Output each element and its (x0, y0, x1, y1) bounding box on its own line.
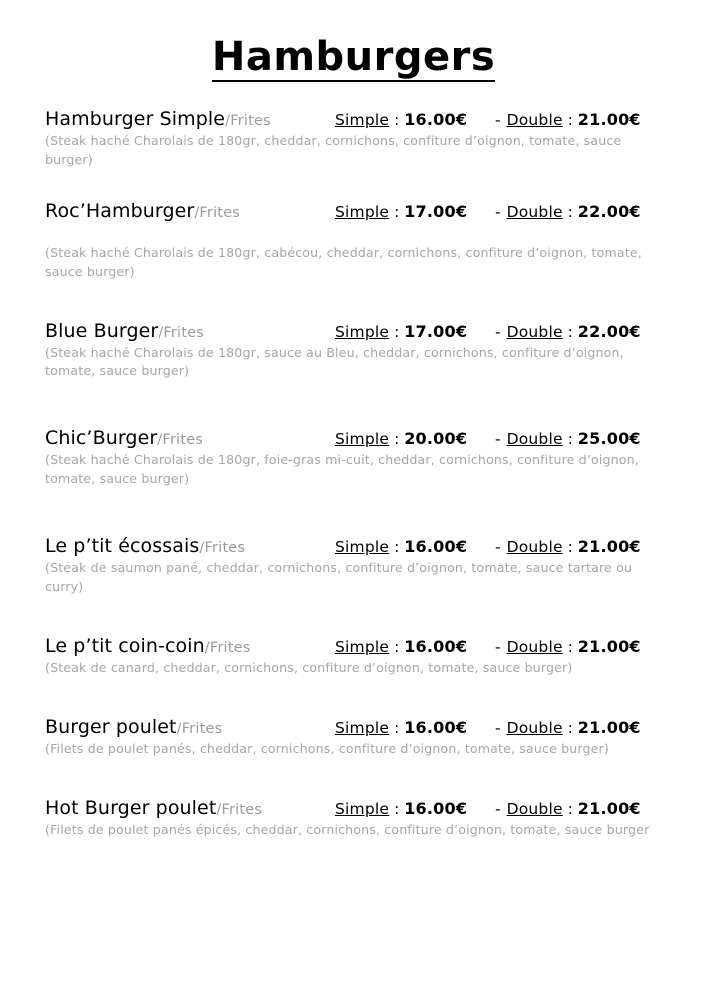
price-double-label: Double (506, 637, 563, 656)
price-double-label: Double (506, 322, 563, 341)
price-simple-label: Simple (335, 637, 390, 656)
price-simple-value: 17.00€ (404, 201, 468, 221)
price-double (495, 718, 641, 737)
page-title: Hamburgers (211, 34, 496, 80)
price-dash: - (495, 111, 501, 129)
menu-item-description: (Steak de canard, cheddar, cornichons, confiture d’oignon, tomate, sauce burger) (45, 659, 573, 675)
price-dash: - (495, 538, 501, 557)
price-double (495, 110, 641, 129)
menu-item-side: /Frites (204, 639, 251, 656)
menu-item-side: /Frites (158, 324, 205, 341)
price-simple (335, 537, 495, 556)
menu-item-side: /Frites (216, 801, 263, 818)
menu-item-description: (Filets de poulet panés épicés, cheddar, cornichons, confiture d’oignon, tomate, sauce burger (45, 821, 650, 837)
menu-item-name-cell (45, 535, 335, 557)
price-separator: : (389, 799, 405, 818)
price-simple-label: Simple (335, 202, 390, 221)
price-separator: : (562, 637, 578, 656)
price-separator: : (389, 718, 405, 737)
price-double-value: 21.00€ (577, 717, 641, 737)
menu-item-description: (Steak de saumon pané, cheddar, cornichons, confiture d’oignon, tomate, sauce tartare ou curry) (45, 560, 633, 595)
menu-item-header (45, 797, 662, 819)
price-simple-value: 16.00€ (404, 636, 468, 656)
price-double (495, 322, 641, 341)
price-simple-value: 16.00€ (404, 798, 468, 818)
menu-item (45, 635, 662, 678)
menu-item (45, 716, 662, 759)
price-simple (335, 322, 495, 341)
price-double-value: 21.00€ (577, 798, 641, 818)
price-simple-label: Simple (335, 111, 390, 129)
price-simple-value: 17.00€ (404, 321, 468, 341)
price-double-label: Double (506, 718, 563, 737)
menu-item (45, 200, 662, 282)
price-simple-value: 16.00€ (404, 717, 468, 737)
menu-item-header (45, 635, 662, 657)
menu-item-description: (Filets de poulet panés, cheddar, cornichons, confiture d’oignon, tomate, sauce burger) (45, 740, 609, 756)
price-simple-value: 16.00€ (404, 110, 468, 129)
price-separator: : (389, 637, 405, 656)
price-simple-label: Simple (335, 430, 390, 449)
menu-item-name: Le p’tit coin-coin (45, 634, 205, 657)
price-dash: - (495, 202, 501, 221)
menu-item-name: Roc’Hamburger (45, 199, 195, 222)
price-simple-label: Simple (335, 718, 390, 737)
price-simple-value: 20.00€ (404, 429, 468, 449)
price-simple-value: 16.00€ (404, 537, 468, 557)
price-double-label: Double (506, 799, 563, 818)
price-double-value: 22.00€ (577, 321, 641, 341)
price-double-label: Double (506, 111, 563, 129)
menu-item-side: /Frites (225, 113, 271, 129)
menu-item-name: Hot Burger poulet (45, 796, 217, 819)
menu-item-name-cell (45, 108, 335, 130)
menu-item-header (45, 200, 662, 222)
price-double-value: 22.00€ (577, 201, 641, 221)
price-dash: - (495, 322, 501, 341)
menu-item-name-cell (45, 716, 335, 738)
price-simple-label: Simple (335, 799, 390, 818)
price-double-label: Double (506, 538, 563, 557)
page-title-container (45, 0, 662, 108)
menu-item-description: (Steak haché Charolais de 180gr, foie-gras mi-cuit, cheddar, cornichons, confiture d’oignon, tomate, sauce burger) (45, 452, 639, 487)
price-double (495, 637, 641, 656)
price-separator: : (389, 538, 405, 557)
menu-item-description: (Steak haché Charolais de 180gr, cabécou, cheddar, cornichons, confiture d’oignon, tomate, sauce burger) (45, 244, 642, 279)
price-simple (335, 637, 495, 656)
price-separator: : (562, 538, 578, 557)
menu-item-name-cell (45, 635, 335, 657)
price-dash: - (495, 799, 501, 818)
menu-item-name: Burger poulet (45, 715, 177, 738)
price-dash: - (495, 637, 501, 656)
price-double (495, 799, 641, 818)
menu-item-name: Hamburger Simple (45, 108, 226, 130)
menu-item-name: Le p’tit écossais (45, 535, 200, 558)
price-dash: - (495, 430, 501, 449)
menu-item-header (45, 108, 662, 130)
price-separator: : (562, 322, 578, 341)
price-double (495, 537, 641, 556)
menu-item (45, 797, 662, 840)
price-double-label: Double (506, 202, 563, 221)
menu-item-side: /Frites (194, 204, 241, 221)
menu-item-side: /Frites (199, 540, 246, 557)
price-simple (335, 429, 495, 448)
price-simple-label: Simple (335, 538, 390, 557)
menu-item-description: (Steak haché Charolais de 180gr, cheddar, cornichons, confiture d’oignon, tomate, sauce burger) (45, 133, 622, 167)
price-separator: : (562, 430, 578, 449)
menu-item-header (45, 427, 662, 449)
menu-item-header (45, 535, 662, 557)
price-separator: : (389, 322, 405, 341)
price-separator: : (562, 202, 578, 221)
menu-item-name-cell (45, 320, 335, 342)
price-separator: : (562, 799, 578, 818)
menu-item-name: Chic’Burger (45, 427, 158, 450)
menu-item-name-cell (45, 200, 335, 222)
menu-item-side: /Frites (157, 432, 204, 449)
menu-item-description: (Steak haché Charolais de 180gr, sauce au Bleu, cheddar, cornichons, confiture d’oignon, tomate, sauce burger) (45, 344, 624, 379)
price-separator: : (389, 430, 405, 449)
price-double-value: 21.00€ (577, 110, 641, 129)
menu-item-name-cell (45, 797, 335, 819)
price-simple (335, 718, 495, 737)
menu-item-header (45, 716, 662, 738)
price-simple (335, 799, 495, 818)
price-separator: : (389, 111, 405, 129)
menu-item (45, 108, 662, 170)
price-double-value: 21.00€ (577, 537, 641, 557)
menu-item-header (45, 320, 662, 342)
menu-item-name: Blue Burger (45, 319, 159, 342)
menu-item-name-cell (45, 427, 335, 449)
price-separator: : (389, 202, 405, 221)
price-simple-label: Simple (335, 322, 390, 341)
price-dash: - (495, 718, 501, 737)
price-separator: : (562, 111, 578, 129)
menu-item (45, 320, 662, 382)
price-double (495, 429, 641, 448)
price-separator: : (562, 718, 578, 737)
price-double (495, 202, 641, 221)
price-simple (335, 110, 495, 129)
menu-item-side: /Frites (176, 720, 223, 737)
price-simple (335, 202, 495, 221)
price-double-value: 25.00€ (577, 429, 641, 449)
menu-item (45, 427, 662, 489)
price-double-value: 21.00€ (577, 636, 641, 656)
price-double-label: Double (506, 430, 563, 449)
menu-item-list (45, 108, 662, 840)
menu-item (45, 535, 662, 597)
